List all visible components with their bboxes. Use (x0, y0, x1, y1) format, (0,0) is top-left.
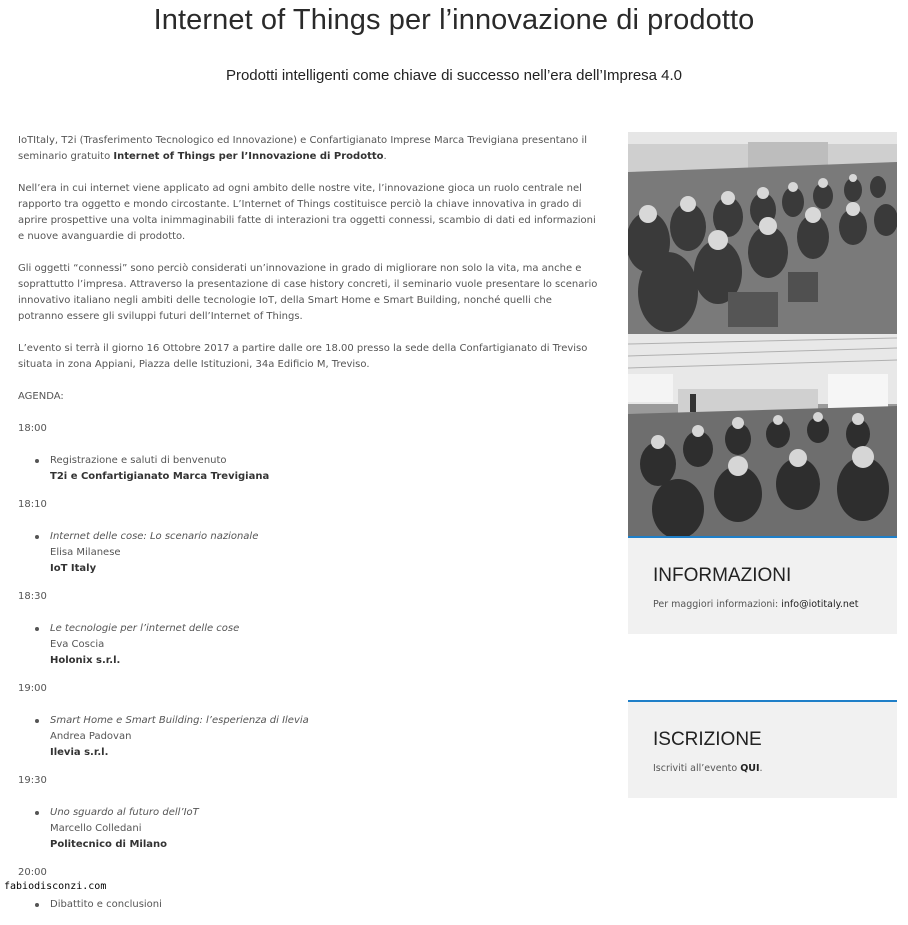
signup-label: Iscriviti all’evento (653, 763, 741, 774)
agenda-speaker: Andrea Padovan (50, 731, 132, 742)
agenda-item-list (18, 529, 598, 577)
agenda-speaker: Eva Coscia (50, 639, 105, 650)
agenda-org: Ilevia s.r.l. (50, 747, 109, 758)
agenda-item-list (18, 713, 598, 761)
intro-text: IoTItaly, T2i (Trasferimento Tecnologico ed Innovazione) e Confartigianato Imprese Marca Trevigiana presentano il seminario gratuito (18, 135, 588, 162)
agenda-item-list (18, 897, 598, 913)
agenda-org: Politecnico di Milano (50, 839, 167, 850)
agenda-item (50, 621, 598, 669)
bullet-icon (35, 459, 39, 463)
agenda-item-list (18, 621, 598, 669)
agenda-item-list (18, 453, 598, 485)
intro-paragraph-2: Nell’era in cui internet viene applicato ad ogni ambito delle nostre vite, l’innovazione gioca un ruolo centrale nel rapporto tra oggetto e mondo circostante. L’Internet of Things costituisce perciò la chiave innovativa in grado di aprire prospettive una volta inimmaginabili fatte di interazioni tra oggetti connessi, scambio di dati ed informazioni e nuove avanguardie di prodotto. (18, 183, 596, 242)
info-text (653, 599, 858, 610)
agenda-item (50, 529, 598, 577)
agenda-time: 19:30 (18, 775, 47, 786)
agenda-title: Internet delle cose: Lo scenario nazionale (50, 531, 259, 542)
signup-text (653, 763, 763, 774)
agenda-time: 18:00 (18, 423, 47, 434)
signup-end: . (759, 763, 763, 774)
agenda-speaker: Marcello Colledani (50, 823, 142, 834)
bullet-icon (35, 903, 39, 907)
main-content (18, 133, 598, 925)
agenda-item (50, 805, 598, 853)
auditorium-photo (628, 334, 897, 536)
agenda-item-list (18, 805, 598, 853)
agenda-speaker: Elisa Milanese (50, 547, 121, 558)
watermark: fabiodisconzi.com (4, 881, 107, 892)
bullet-icon (35, 535, 39, 539)
agenda-time: 18:10 (18, 499, 47, 510)
info-label: Per maggiori informazioni: (653, 599, 782, 610)
info-box (628, 536, 897, 634)
intro-paragraph-3: Gli oggetti “connessi” sono perciò considerati un’innovazione in grado di migliorare non solo la vita, ma anche e soprattutto l’impresa. Attraverso la presentazione di case history concreti, il seminario vuole presentare lo scenario innovativo italiano negli ambiti delle tecnologie IoT, della Smart Home e Smart Building, nonché quelli che potranno essere gli sviluppi futuri dell’Internet of Things. (18, 263, 598, 322)
agenda-title: Registrazione e saluti di benvenuto (50, 455, 227, 466)
agenda-title: Uno sguardo al futuro dell’IoT (50, 807, 199, 818)
intro-paragraph-4: L’evento si terrà il giorno 16 Ottobre 2017 a partire dalle ore 18.00 presso la sede della Confartigianato di Treviso situata in zona Appiani, Piazza delle Istituzioni, 34a Edificio M, Treviso. (18, 343, 588, 370)
bullet-icon (35, 627, 39, 631)
agenda-title: Dibattito e conclusioni (50, 899, 162, 910)
agenda-time: 18:30 (18, 591, 47, 602)
agenda-org: Holonix s.r.l. (50, 655, 121, 666)
seminar-audience-photo (628, 132, 897, 334)
agenda (18, 421, 598, 913)
bullet-icon (35, 811, 39, 815)
seminar-name: Internet of Things per l’Innovazione di Prodotto (113, 151, 384, 162)
agenda-org: T2i e Confartigianato Marca Trevigiana (50, 471, 270, 482)
agenda-item (50, 453, 598, 485)
bullet-icon (35, 719, 39, 723)
agenda-title: Le tecnologie per l’internet delle cose (50, 623, 240, 634)
page-subtitle: Prodotti intelligenti come chiave di successo nell’era dell’Impresa 4.0 (225, 67, 683, 84)
page-title: Internet of Things per l’innovazione di prodotto (153, 4, 755, 36)
signup-title: ISCRIZIONE (653, 729, 762, 750)
agenda-title: Smart Home e Smart Building: l’esperienza di Ilevia (50, 715, 309, 726)
agenda-org: IoT Italy (50, 563, 97, 574)
signup-link[interactable]: QUI (740, 763, 760, 774)
signup-box (628, 700, 897, 798)
agenda-item (50, 713, 598, 761)
intro-paragraph-1 (18, 133, 598, 165)
info-email-link[interactable]: info@iotitaly.net (781, 599, 859, 610)
agenda-time: 20:00 (18, 867, 47, 878)
intro-end: . (383, 151, 387, 162)
agenda-label: AGENDA: (18, 391, 64, 402)
info-title: INFORMAZIONI (653, 565, 792, 586)
agenda-time: 19:00 (18, 683, 47, 694)
agenda-item (50, 897, 598, 913)
